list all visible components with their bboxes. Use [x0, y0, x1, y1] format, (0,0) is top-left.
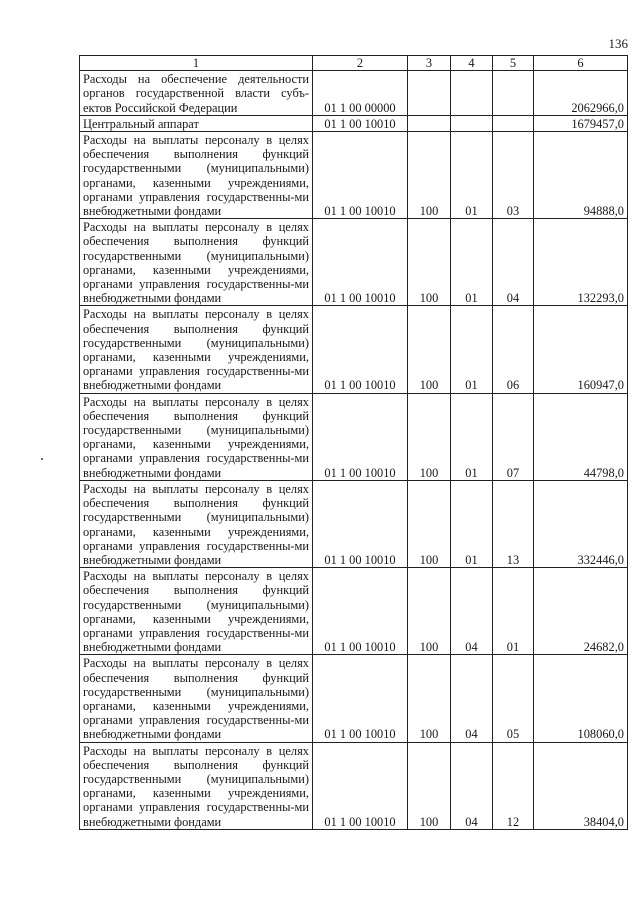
row-description: Расходы на выплаты персоналу в целях обеспечения выполнения функций государственными (муниципальными) органами, казенными учреждениями, органами управления государственны-ми внебюджетными фондами [80, 480, 313, 567]
table-row [80, 115, 628, 131]
header-cell-5: 5 [493, 56, 534, 71]
budget-table-container [79, 55, 627, 830]
row-col5 [493, 71, 534, 116]
table-row [80, 655, 628, 742]
row-amount: 132293,0 [534, 219, 628, 306]
row-col3: 100 [408, 742, 451, 829]
row-code: 01 1 00 10010 [313, 132, 408, 219]
row-code: 01 1 00 00000 [313, 71, 408, 116]
row-description: Расходы на обеспечение деятельности органов государственной власти субъ-ектов Российской Федерации [80, 71, 313, 116]
row-col5: 03 [493, 132, 534, 219]
table-row [80, 132, 628, 219]
table-row [80, 480, 628, 567]
row-col4: 04 [451, 655, 493, 742]
row-col5: 07 [493, 393, 534, 480]
row-col5 [493, 115, 534, 131]
budget-table [79, 55, 628, 830]
row-col5: 06 [493, 306, 534, 393]
row-col4: 01 [451, 393, 493, 480]
row-col3: 100 [408, 655, 451, 742]
row-code: 01 1 00 10010 [313, 480, 408, 567]
row-col3 [408, 71, 451, 116]
row-col3 [408, 115, 451, 131]
row-col4: 01 [451, 132, 493, 219]
table-row [80, 742, 628, 829]
row-amount: 38404,0 [534, 742, 628, 829]
row-description: Расходы на выплаты персоналу в целях обеспечения выполнения функций государственными (муниципальными) органами, казенными учреждениями, органами управления государственны-ми внебюджетными фондами [80, 219, 313, 306]
row-description: Расходы на выплаты персоналу в целях обеспечения выполнения функций государственными (муниципальными) органами, казенными учреждениями, органами управления государственны-ми внебюджетными фондами [80, 655, 313, 742]
row-description: Расходы на выплаты персоналу в целях обеспечения выполнения функций государственными (муниципальными) органами, казенными учреждениями, органами управления государственны-ми внебюджетными фондами [80, 393, 313, 480]
row-code: 01 1 00 10010 [313, 219, 408, 306]
row-col3: 100 [408, 219, 451, 306]
row-amount: 24682,0 [534, 568, 628, 655]
table-row [80, 219, 628, 306]
row-col4: 01 [451, 480, 493, 567]
scan-speck [41, 458, 43, 460]
row-col4: 01 [451, 306, 493, 393]
row-code: 01 1 00 10010 [313, 393, 408, 480]
row-col5: 12 [493, 742, 534, 829]
row-col5: 04 [493, 219, 534, 306]
row-col4: 04 [451, 568, 493, 655]
page-number: 136 [608, 36, 628, 51]
row-description: Расходы на выплаты персоналу в целях обеспечения выполнения функций государственными (муниципальными) органами, казенными учреждениями, органами управления государственны-ми внебюджетными фондами [80, 132, 313, 219]
row-description: Расходы на выплаты персоналу в целях обеспечения выполнения функций государственными (муниципальными) органами, казенными учреждениями, органами управления государственны-ми внебюджетными фондами [80, 568, 313, 655]
row-col4 [451, 115, 493, 131]
table-row [80, 306, 628, 393]
table-row [80, 393, 628, 480]
row-code: 01 1 00 10010 [313, 655, 408, 742]
row-amount: 160947,0 [534, 306, 628, 393]
row-col5: 13 [493, 480, 534, 567]
row-col3: 100 [408, 132, 451, 219]
row-amount: 332446,0 [534, 480, 628, 567]
row-code: 01 1 00 10010 [313, 742, 408, 829]
row-col4: 04 [451, 742, 493, 829]
row-col4: 01 [451, 219, 493, 306]
row-col4 [451, 71, 493, 116]
row-col3: 100 [408, 393, 451, 480]
row-description: Расходы на выплаты персоналу в целях обеспечения выполнения функций государственными (муниципальными) органами, казенными учреждениями, органами управления государственны-ми внебюджетными фондами [80, 742, 313, 829]
row-col3: 100 [408, 568, 451, 655]
row-col3: 100 [408, 306, 451, 393]
row-amount: 2062966,0 [534, 71, 628, 116]
header-cell-2: 2 [313, 56, 408, 71]
table-row [80, 71, 628, 116]
row-description: Расходы на выплаты персоналу в целях обеспечения выполнения функций государственными (муниципальными) органами, казенными учреждениями, органами управления государственны-ми внебюджетными фондами [80, 306, 313, 393]
row-code: 01 1 00 10010 [313, 568, 408, 655]
row-col3: 100 [408, 480, 451, 567]
table-header-row [80, 56, 628, 71]
row-description: Центральный аппарат [80, 115, 313, 131]
header-cell-4: 4 [451, 56, 493, 71]
header-cell-3: 3 [408, 56, 451, 71]
row-amount: 94888,0 [534, 132, 628, 219]
row-code: 01 1 00 10010 [313, 115, 408, 131]
table-row [80, 568, 628, 655]
row-amount: 44798,0 [534, 393, 628, 480]
row-amount: 108060,0 [534, 655, 628, 742]
row-code: 01 1 00 10010 [313, 306, 408, 393]
row-amount: 1679457,0 [534, 115, 628, 131]
row-col5: 01 [493, 568, 534, 655]
row-col5: 05 [493, 655, 534, 742]
header-cell-1: 1 [80, 56, 313, 71]
header-cell-6: 6 [534, 56, 628, 71]
